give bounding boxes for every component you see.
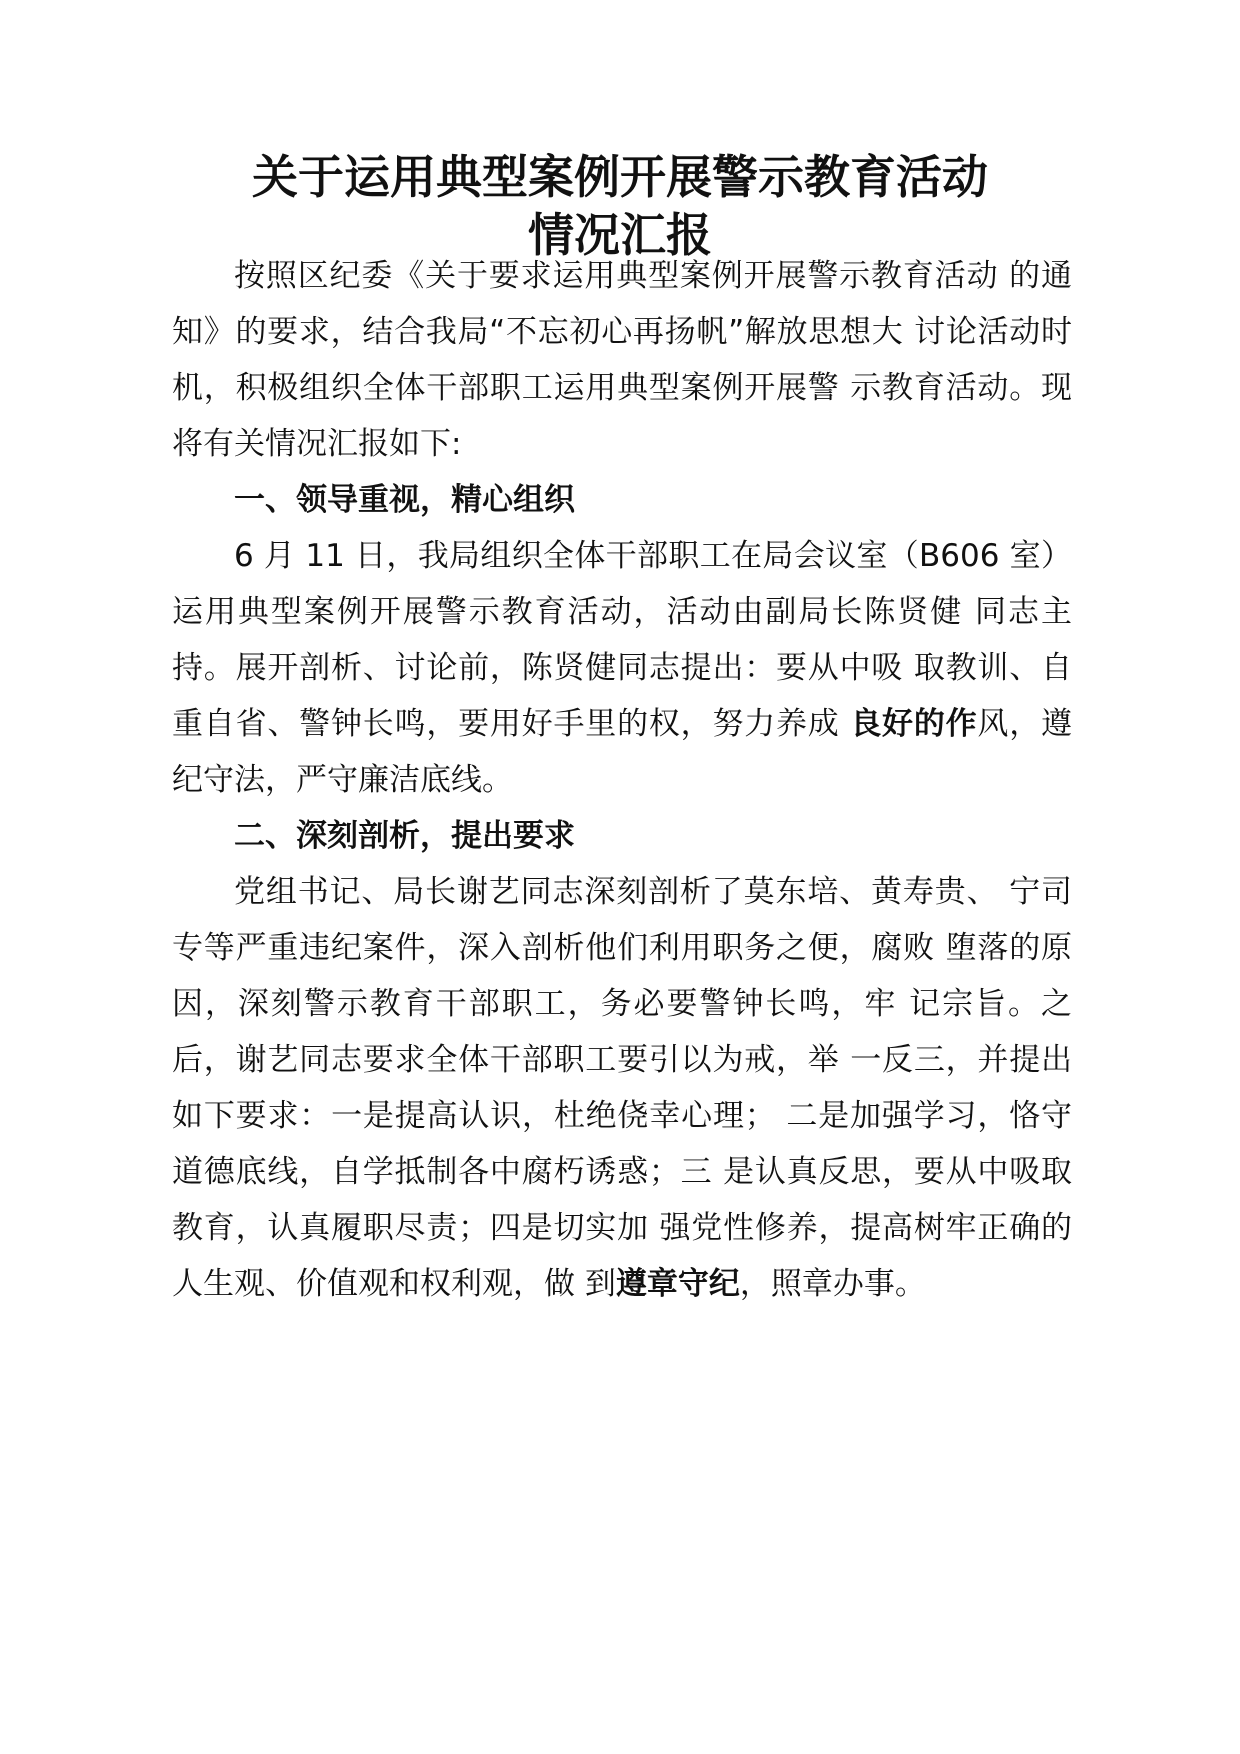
section2-text-bold: 遵章守纪: [615, 1266, 740, 1302]
section2-paragraph: [172, 864, 1072, 1312]
document-title-line1: 关于运用典型案例开展警示教育活动: [252, 150, 988, 204]
section2-text-a: 党组书记、局长谢艺同志深刻剖析了莫东培、黄寿贵、 宁司专等严重违纪案件，深入剖析他们利用职务之便，腐败 堕落的原因，深刻警示教育干部职工，务必要警钟长鸣，牢 记宗旨。之后，谢艺同志要求全体干部职工要引以为戒，举 一反三，并提出如下要求：一是提高认识，杜绝侥幸心理； 二是加强学习，恪守道德底线，自学抵制各中腐朽诱惑；三 是认真反思，要从中吸取教育，认真履职尽责；四是切实加 强党性修养，提高树牢正确的人生观、价值观和权利观，做 到: [172, 874, 1072, 1302]
section1-text-bold: 良好的作: [850, 706, 978, 742]
section1-text-a: 6 月 11 日，我局组织全体干部职工在局会议室（B606 室）运用典型案例开展警示教育活动，活动由副局长陈贤健 同志主持。展开剖析、讨论前，陈贤健同志提出：要从中吸 取教训、自重自省、警钟长鸣，要用好手里的权，努力养成: [172, 538, 1072, 742]
section2-text-b: ，照章办事。: [739, 1266, 926, 1302]
section1-heading: 一、领导重视，精心组织: [234, 482, 575, 518]
intro-paragraph: 按照区纪委《关于要求运用典型案例开展警示教育活动 的通知》的要求，结合我局“不忘初心再扬帆”解放思想大 讨论活动时机，积极组织全体干部职工运用典型案例开展警 示教育活动。现将有关情况汇报如下:: [172, 258, 1072, 462]
document-body: [172, 248, 1072, 1312]
section1-paragraph: [172, 528, 1072, 808]
document-title-line2: 情况汇报: [528, 208, 712, 262]
section2-heading: 二、深刻剖析，提出要求: [234, 818, 575, 854]
section1-text-b: 风，遵纪守法，严守廉洁底线。: [172, 706, 1073, 798]
